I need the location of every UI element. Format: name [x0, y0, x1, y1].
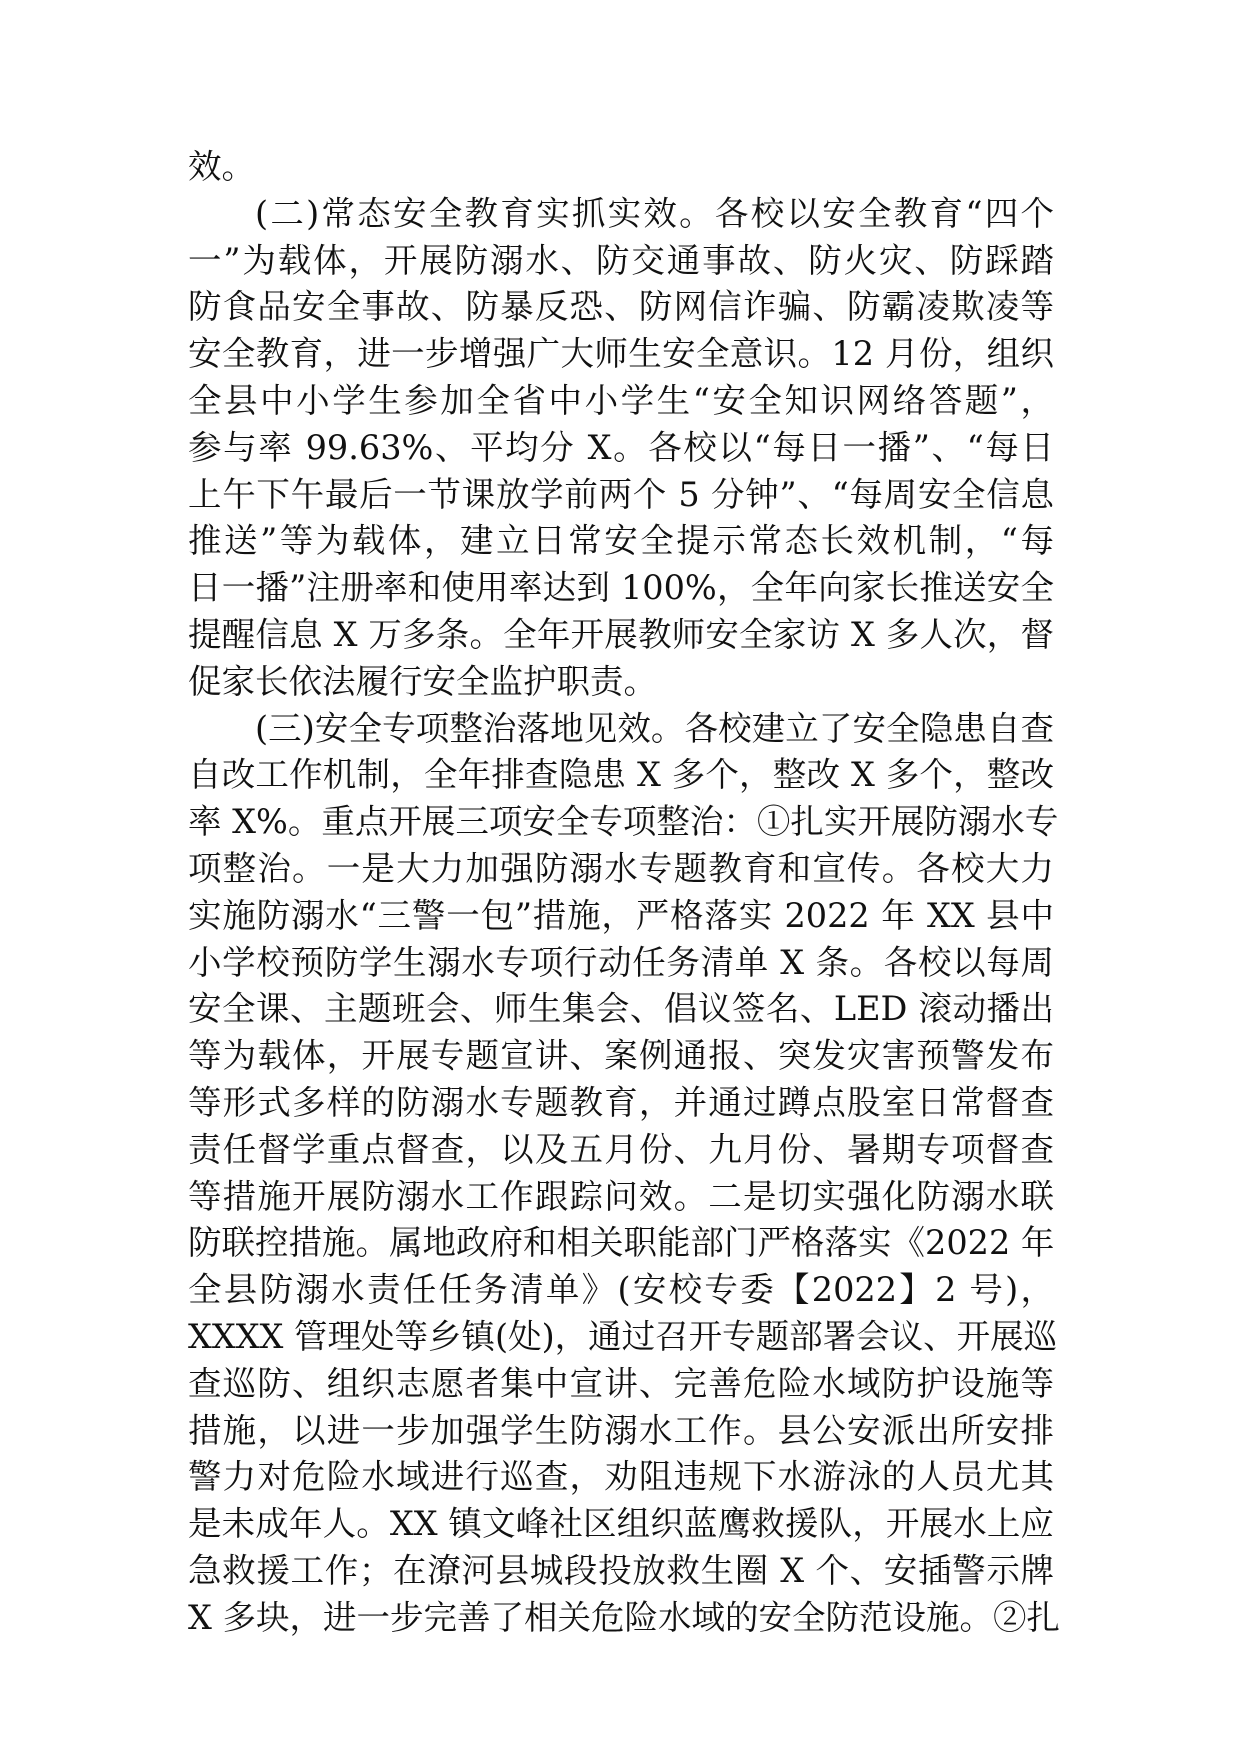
text-line: 小学校预防学生溺水专项行动任务清单 X 条。各校以每周 [188, 942, 1054, 982]
text-line: 防食品安全事故、防暴反恐、防网信诈骗、防霸凌欺凌等 [188, 287, 1054, 327]
text-line: 安全课、主题班会、师生集会、倡议签名、LED 滚动播出 [188, 989, 1054, 1029]
text-line: 推送”等为载体，建立日常安全提示常态长效机制，“每 [188, 521, 1054, 561]
text-line: 措施，以进一步加强学生防溺水工作。县公安派出所安排 [188, 1410, 1054, 1450]
text-line: 实施防溺水“三警一包”措施，严格落实 2022 年 XX 县中 [188, 895, 1054, 935]
text-line: 参与率 99.63%、平均分 X。各校以“每日一播”、“每日 [188, 427, 1054, 467]
section-heading-line: (三)安全专项整治落地见效。各校建立了安全隐患自查 [255, 708, 1054, 748]
body-text [188, 144, 1060, 1642]
text-line: XXXX 管理处等乡镇(处)，通过召开专题部署会议、开展巡 [188, 1316, 1058, 1356]
text-line: 一”为载体，开展防溺水、防交通事故、防火灾、防踩踏 [188, 240, 1054, 280]
text-line: 率 X%。重点开展三项安全专项整治：①扎实开展防溺水专 [188, 802, 1059, 842]
text-line: 上午下午最后一节课放学前两个 5 分钟”、“每周安全信息 [188, 474, 1054, 514]
text-line: 是未成年人。XX 镇文峰社区组织蓝鹰救援队，开展水上应 [188, 1504, 1054, 1544]
text-line: 效。 [188, 147, 255, 186]
text-line: 全县中小学生参加全省中小学生“安全知识网络答题”， [188, 380, 1054, 420]
text-line: 自改工作机制，全年排查隐患 X 多个，整改 X 多个，整改 [188, 755, 1054, 795]
text-line: 警力对危险水域进行巡查，劝阻违规下水游泳的人员尤其 [188, 1457, 1054, 1497]
text-line: X 多块，进一步完善了相关危险水域的安全防范设施。②扎 [188, 1597, 1060, 1637]
text-line: 促家长依法履行安全监护职责。 [188, 661, 657, 701]
text-line: 项整治。一是大力加强防溺水专题教育和宣传。各校大力 [188, 848, 1054, 888]
text-line: 防联控措施。属地政府和相关职能部门严格落实《2022 年 [188, 1223, 1055, 1263]
text-line: 责任督学重点督查，以及五月份、九月份、暑期专项督查 [188, 1129, 1054, 1169]
section-heading-line: (二)常态安全教育实抓实效。各校以安全教育“四个 [255, 193, 1054, 233]
text-line: 等措施开展防溺水工作跟踪问效。二是切实强化防溺水联 [188, 1176, 1054, 1216]
text-line: 等为载体，开展专题宣讲、案例通报、突发灾害预警发布 [188, 1036, 1054, 1076]
text-line: 提醒信息 X 万多条。全年开展教师安全家访 X 多人次，督 [188, 614, 1054, 654]
text-line: 安全教育，进一步增强广大师生安全意识。12 月份，组织 [188, 334, 1054, 374]
text-line: 查巡防、组织志愿者集中宣讲、完善危险水域防护设施等 [188, 1363, 1054, 1403]
text-line: 急救援工作；在潦河县城段投放救生圈 X 个、安插警示牌 [188, 1550, 1054, 1590]
text-line: 日一播”注册率和使用率达到 100%，全年向家长推送安全 [188, 568, 1054, 608]
text-line: 等形式多样的防溺水专题教育，并通过蹲点股室日常督查 [188, 1082, 1054, 1122]
text-line: 全县防溺水责任任务清单》(安校专委【2022】2 号)， [188, 1270, 1054, 1310]
